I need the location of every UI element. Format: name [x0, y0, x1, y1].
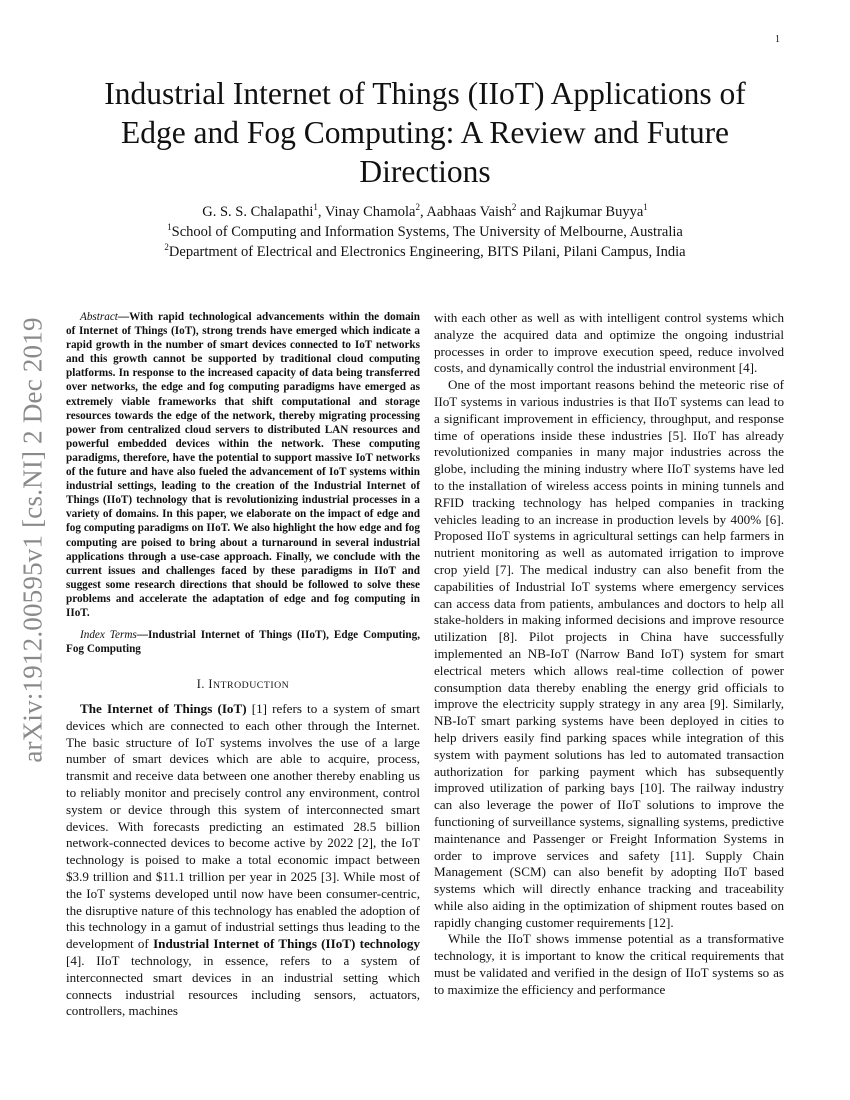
affiliation-line: [70, 222, 780, 242]
arxiv-stamp: [8, 305, 58, 775]
right-column: [434, 310, 784, 999]
affiliation-text: Department of Electrical and Electronics Engineering, BITS Pilani, Pilani Campus, India: [168, 244, 686, 260]
author-separator: ,: [419, 204, 427, 220]
intro-bold-term: Industrial Internet of Things (IIoT) technology: [153, 936, 421, 952]
intro-text: [4]. IIoT technology, in essence, refers to a system of interconnected smart devices in an industrial setting which connects industrial resources including sensors, actuators, controllers, machines: [66, 953, 420, 1019]
section-title-initial: I: [208, 677, 213, 692]
affiliation-mark: 1: [167, 222, 172, 233]
author-separator: ,: [317, 204, 325, 220]
author-list: [70, 202, 780, 222]
author-name: G. S. S. Chalapathi: [202, 204, 314, 220]
section-number: I.: [196, 677, 209, 692]
affiliation-text: School of Computing and Information Systems, The University of Melbourne, Australia: [171, 224, 683, 240]
author-name: Aabhaas Vaish: [426, 204, 512, 220]
section-heading-introduction: [66, 676, 420, 695]
index-terms-label: Index Terms: [80, 629, 137, 642]
affiliation-mark: 1: [313, 202, 318, 213]
intro-paragraph: [66, 701, 420, 1020]
index-terms-text: —Industrial Internet of Things (IIoT), Edge Computing, Fog Computing: [66, 629, 420, 656]
paper-title: Industrial Internet of Things (IIoT) Applications of Edge and Fog Computing: A Review and Future Directions: [104, 76, 746, 189]
body-paragraph: One of the most important reasons behind the meteoric rise of IIoT systems in various industries is that IIoT systems can lead to a significant improvement in efficiency, throughput, and response time of operations inside these industries [5]. IIoT has already revolutionized companies in many major industries across the globe, including the mining industry where IIoT systems have led to the installation of wireless access points in mining tunnels and RFID tracking technology has helped companies in tracking vehicles leading to an increase in production levels by 400% [6]. Proposed IIoT systems in agricultural settings can help farmers in nutrient monitoring as well as automated irrigation to improve crop yield [7]. The medical industry can also benefit from the capabilities of Industrial IoT systems where emergency services can access data from patients, ambulances and doctors to help all stake-holders in making informed decisions and improve resource utilization [8]. Pilot projects in China have successfully implemented an NB-IoT (Narrow Band IoT) system for smart electrical meters which allows real-time collection of power consumption data thereby enabling the energy grid officials to improve the electricity supply strategy in any area [9]. Similarly, NB-IoT smart parking systems have been deployed in cities to help drivers easily find parking spaces while integration of this system with payment solutions has led to automated transaction authorization for parking payment which has subsequently improved utilization of parking bays [10]. The railway industry can also leverage the power of IIoT solutions to improve the functioning of surveillance systems, signalling systems, predictive maintenance and Passenger or Freight Information Systems in order to improve services and safety [11]. Supply Chain Management (SCM) can also benefit by adopting IIoT based systems which will directly enhance tracking and traceability while also aiding in the optimization of shipment routes based on rapidly changing customer requirements [12].: [434, 377, 784, 930]
section-title-rest: NTRODUCTION: [212, 680, 290, 692]
intro-bold-term: The Internet of Things (IoT): [80, 701, 247, 717]
author-separator: and: [516, 204, 545, 220]
intro-text: [1] refers to a system of smart devices which are connected to each other through the Internet. The basic structure of IoT systems involves the use of a large number of smart devices which are able to acquire, process, transmit and receive data between one another thereby enabling us to reliably monitor and precisely control any environment, control system or device through this system of interconnected smart devices. With forecasts predicting an estimated 28.5 billion network-connected devices to become active by 2022 [2], the IoT technology is poised to make a total economic impact between $3.9 trillion and $11.1 trillion per year in 2025 [3]. While most of the IoT systems developed until now have been consumer-centric, the disruptive nature of this technology has enabled the adoption of this technology in a gamut of industrial settings thus leading to the development of: [66, 701, 420, 952]
page-number: 1: [775, 34, 780, 45]
affiliation-mark: 2: [164, 242, 169, 253]
author-name: Rajkumar Buyya: [544, 204, 644, 220]
abstract: [66, 310, 420, 620]
affiliation-mark: 2: [511, 202, 517, 213]
affiliation-mark: 1: [643, 202, 648, 213]
body-paragraph: While the IIoT shows immense potential as a transformative technology, it is important to know the critical requirements that must be validated and verified in the design of IIoT systems so as to maximize the efficiency and performance: [434, 931, 784, 997]
affiliation-mark: 2: [415, 202, 420, 213]
author-name: Vinay Chamola: [324, 204, 416, 220]
index-terms: [66, 628, 420, 656]
abstract-text: —With rapid technological advancements within the domain of Internet of Things (IoT), strong trends have emerged which indicate a rapid growth in the number of smart devices connected to IoT networks and this growth cannot be supported by traditional cloud computing platforms. In response to the increased capacity of data being transferred over networks, the edge and fog computing paradigms have emerged as extremely viable frameworks that shift computational and storage resources towards the edge of the network, thereby migrating processing power from centralized cloud servers to distributed LAN resources and powerful embedded devices within the network. These computing paradigms, therefore, have the potential to support massive IoT networks of the future and have also fueled the advancement of IoT systems within industrial settings, leading to the creation of the Industrial Internet of Things (IIoT) technology that is revolutionizing industrial processes in a variety of domains. In this paper, we elaborate on the impact of edge and fog computing paradigms on IIoT. We also highlight the how edge and fog computing are poised to bring about a turnaround in several industrial applications through a use-case approach. Finally, we conclude with the current issues and challenges faced by these paradigms in IIoT and suggest some research directions that should be followed to solve these problems and accelerate the adaptation of edge and fog computing in IIoT.: [66, 311, 420, 619]
left-column: [66, 310, 420, 1020]
arxiv-stamp-text: arXiv:1912.00595v1 [cs.NI] 2 Dec 2019: [17, 317, 48, 763]
abstract-label: Abstract: [80, 311, 118, 323]
affiliation-line: [70, 242, 780, 262]
author-block: [70, 202, 780, 262]
body-paragraph: with each other as well as with intelligent control systems which analyze the acquired data and optimize the ongoing industrial processes in order to improve execution speed, reduce involved costs, and dynamically control the industrial environment [4].: [434, 310, 784, 376]
